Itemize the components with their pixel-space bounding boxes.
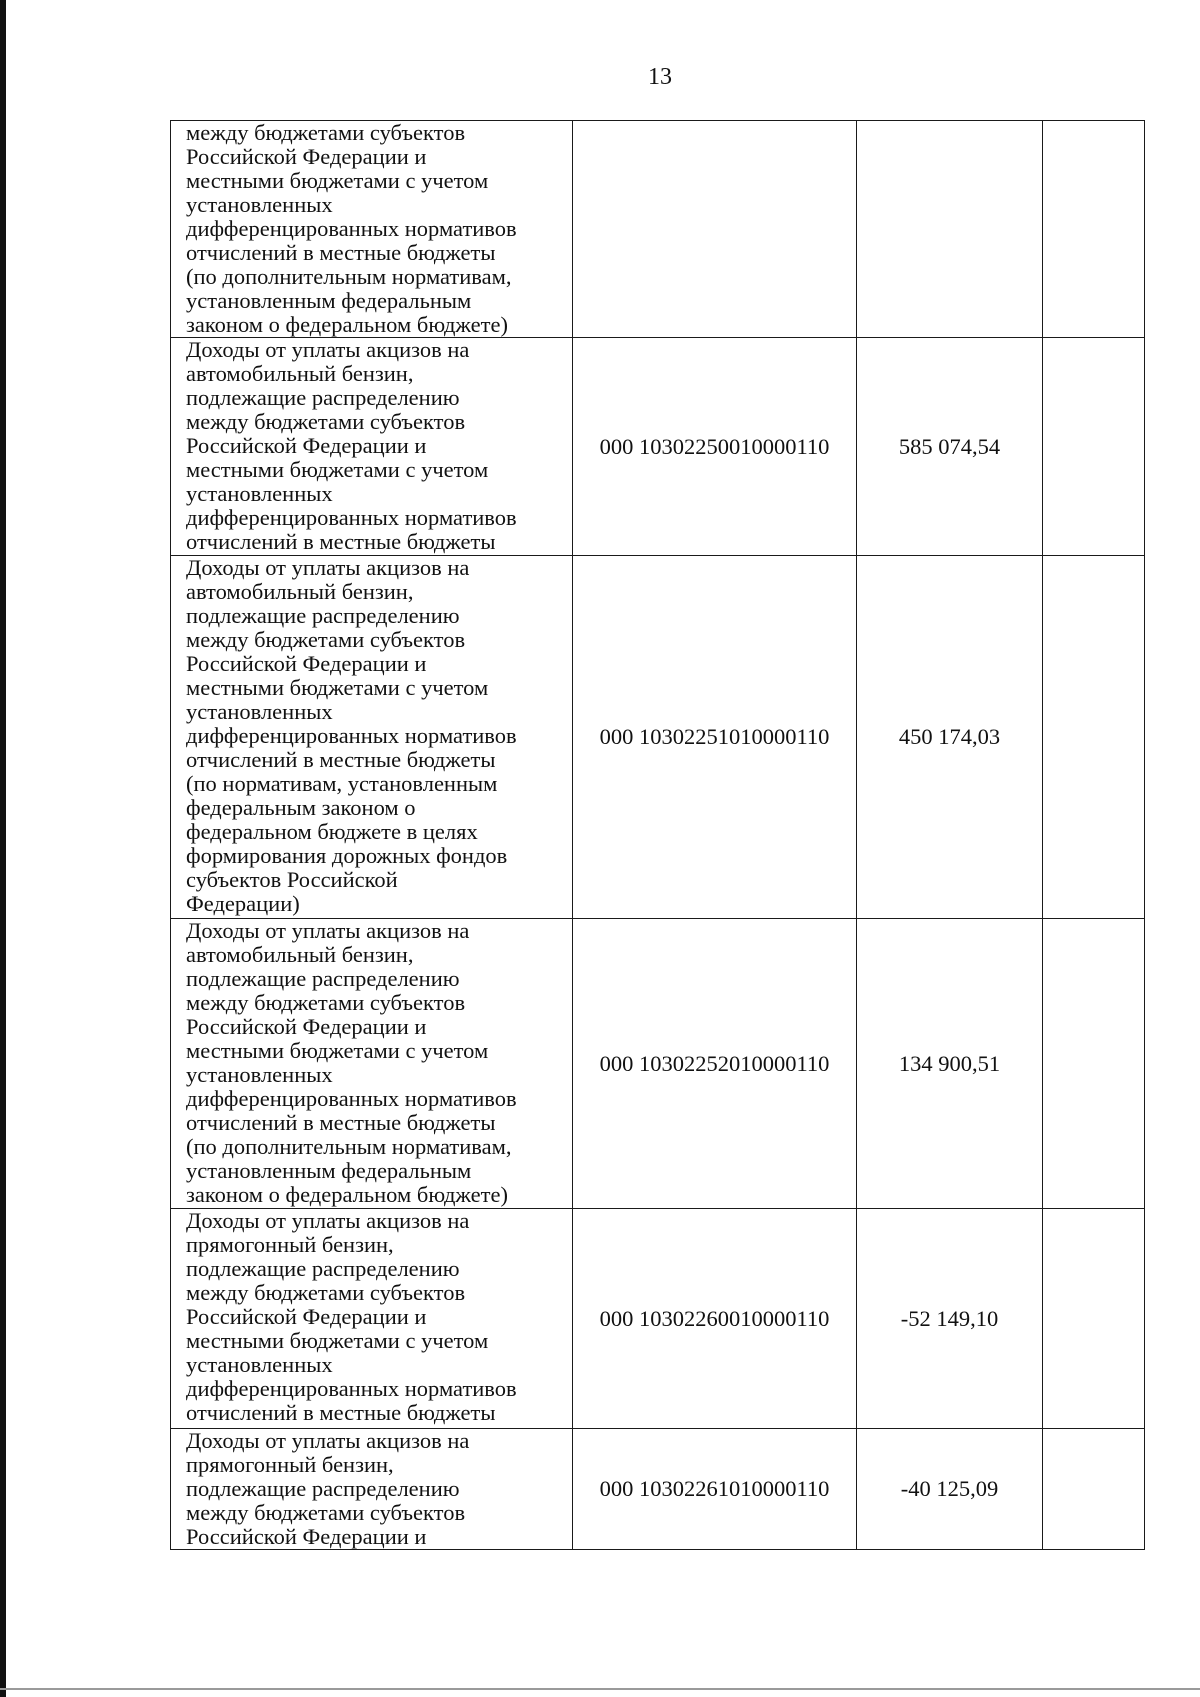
row-description: Доходы от уплаты акцизов на прямогонный бензин, подлежащие распределению между бюджетами субъектов Российской Федерации и местными бюджетами с учетом установленных дифференцированных нормативов отчислений в местные бюджеты bbox=[171, 1209, 573, 1429]
row-amount: 450 174,03 bbox=[857, 556, 1043, 919]
page-number: 13 bbox=[648, 64, 672, 90]
scan-left-edge bbox=[0, 0, 6, 1697]
row-amount bbox=[857, 121, 1043, 338]
row-description: Доходы от уплаты акцизов на автомобильный бензин, подлежащие распределению между бюджетами субъектов Российской Федерации и местными бюджетами с учетом установленных дифференцированных нормативов отчислений в местные бюджеты (по нормативам, установленным федеральным законом о федеральном бюджете в целях формирования дорожных фондов субъектов Российской Федерации) bbox=[171, 556, 573, 919]
table-row bbox=[171, 556, 1145, 919]
row-code: 000 10302252010000110 bbox=[573, 919, 857, 1209]
row-code: 000 10302261010000110 bbox=[573, 1429, 857, 1550]
table-row bbox=[171, 1429, 1145, 1550]
row-amount: 134 900,51 bbox=[857, 919, 1043, 1209]
row-extra bbox=[1043, 556, 1145, 919]
row-code: 000 10302250010000110 bbox=[573, 338, 857, 556]
row-description: Доходы от уплаты акцизов на автомобильный бензин, подлежащие распределению между бюджетами субъектов Российской Федерации и местными бюджетами с учетом установленных дифференцированных нормативов отчислений в местные бюджеты bbox=[171, 338, 573, 556]
row-extra bbox=[1043, 1429, 1145, 1550]
table-row bbox=[171, 121, 1145, 338]
row-amount: -40 125,09 bbox=[857, 1429, 1043, 1550]
row-amount: 585 074,54 bbox=[857, 338, 1043, 556]
table-row bbox=[171, 338, 1145, 556]
row-description: между бюджетами субъектов Российской Федерации и местными бюджетами с учетом установленных дифференцированных нормативов отчислений в местные бюджеты (по дополнительным нормативам, установленным федеральным законом о федеральном бюджете) bbox=[171, 121, 573, 338]
row-code: 000 10302260010000110 bbox=[573, 1209, 857, 1429]
table-row bbox=[171, 919, 1145, 1209]
row-extra bbox=[1043, 1209, 1145, 1429]
table-row bbox=[171, 1209, 1145, 1429]
revenue-table bbox=[170, 120, 1145, 1550]
row-extra bbox=[1043, 919, 1145, 1209]
row-amount: -52 149,10 bbox=[857, 1209, 1043, 1429]
row-extra bbox=[1043, 338, 1145, 556]
row-code bbox=[573, 121, 857, 338]
row-extra bbox=[1043, 121, 1145, 338]
scan-bottom-edge bbox=[0, 1688, 1200, 1690]
row-description: Доходы от уплаты акцизов на прямогонный бензин, подлежащие распределению между бюджетами субъектов Российской Федерации и bbox=[171, 1429, 573, 1550]
row-code: 000 10302251010000110 bbox=[573, 556, 857, 919]
row-description: Доходы от уплаты акцизов на автомобильный бензин, подлежащие распределению между бюджетами субъектов Российской Федерации и местными бюджетами с учетом установленных дифференцированных нормативов отчислений в местные бюджеты (по дополнительным нормативам, установленным федеральным законом о федеральном бюджете) bbox=[171, 919, 573, 1209]
